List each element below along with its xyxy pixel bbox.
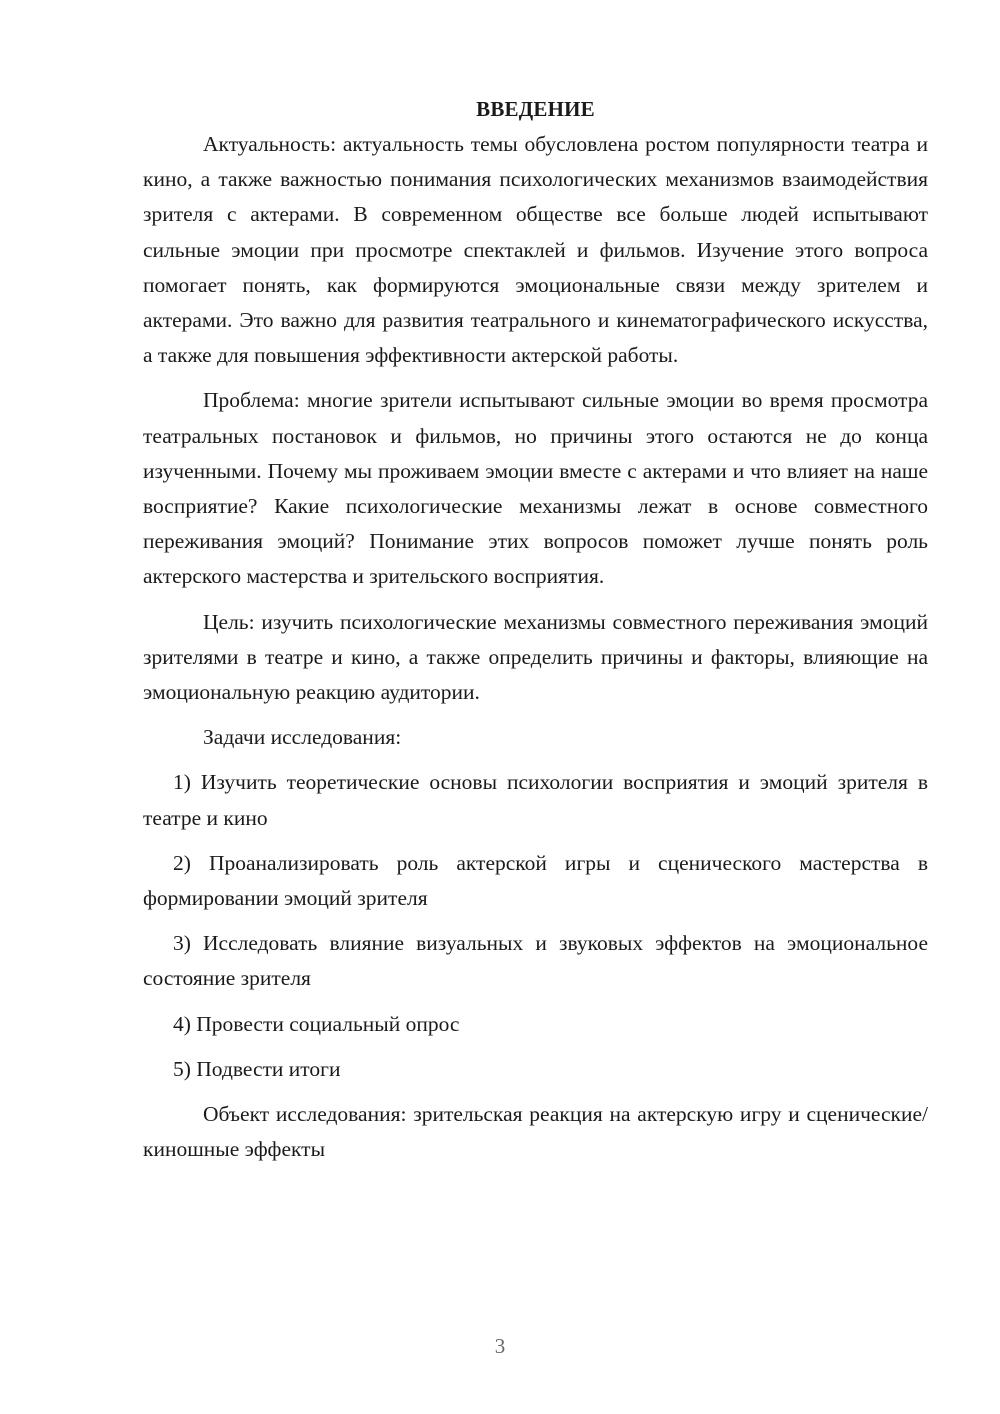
problem-paragraph: Проблема: многие зрители испытывают сильные эмоции во время просмотра театральных постановок и фильмов, но причины этого остаются не до конца изученными. Почему мы проживаем эмоции вместе с актерами и что влияет на наше восприятие? Какие психологические механизмы лежат в основе совместного переживания эмоций? Понимание этих вопросов поможет лучше понять роль актерского мастерства и зрительского восприятия. <box>143 388 928 589</box>
relevance-paragraph: Актуальность: актуальность темы обусловлена ростом популярности театра и кино, а также важностью понимания психологических механизмов взаимодействия зрителя с актерами. В современном обществе все больше людей испытывают сильные эмоции при просмотре спектаклей и фильмов. Изучение этого вопроса помогает понять, как формируются эмоциональные связи между зрителем и актерами. Это важно для развития театрального и кинематографического искусства, а также для повышения эффективности актерской работы. <box>143 132 928 368</box>
task-item-2: 2) Проанализировать роль актерской игры и сценического мастерства в формировании эмоций зрителя <box>143 850 928 911</box>
goal-paragraph: Цель: изучить психологические механизмы совместного переживания эмоций зрителями в театре и кино, а также определить причины и факторы, влияющие на эмоциональную реакцию аудитории. <box>143 609 928 705</box>
task-item-1: 1) Изучить теоретические основы психологии восприятия и эмоций зрителя в театре и кино <box>143 770 928 830</box>
task-item-3: 3) Исследовать влияние визуальных и звуковых эффектов на эмоциональное состояние зрителя <box>143 931 928 991</box>
object-paragraph: Объект исследования: зрительская реакция на актерскую игру и сценические/киношные эффекты <box>143 1102 928 1162</box>
document-page <box>143 92 928 1167</box>
task-item-4: 4) Провести социальный опрос <box>173 1011 460 1036</box>
tasks-heading: Задачи исследования: <box>203 725 402 750</box>
task-item-5: 5) Подвести итоги <box>173 1056 341 1081</box>
page-number: 3 <box>494 1334 506 1358</box>
page-title: ВВЕДЕНИЕ <box>476 97 595 121</box>
